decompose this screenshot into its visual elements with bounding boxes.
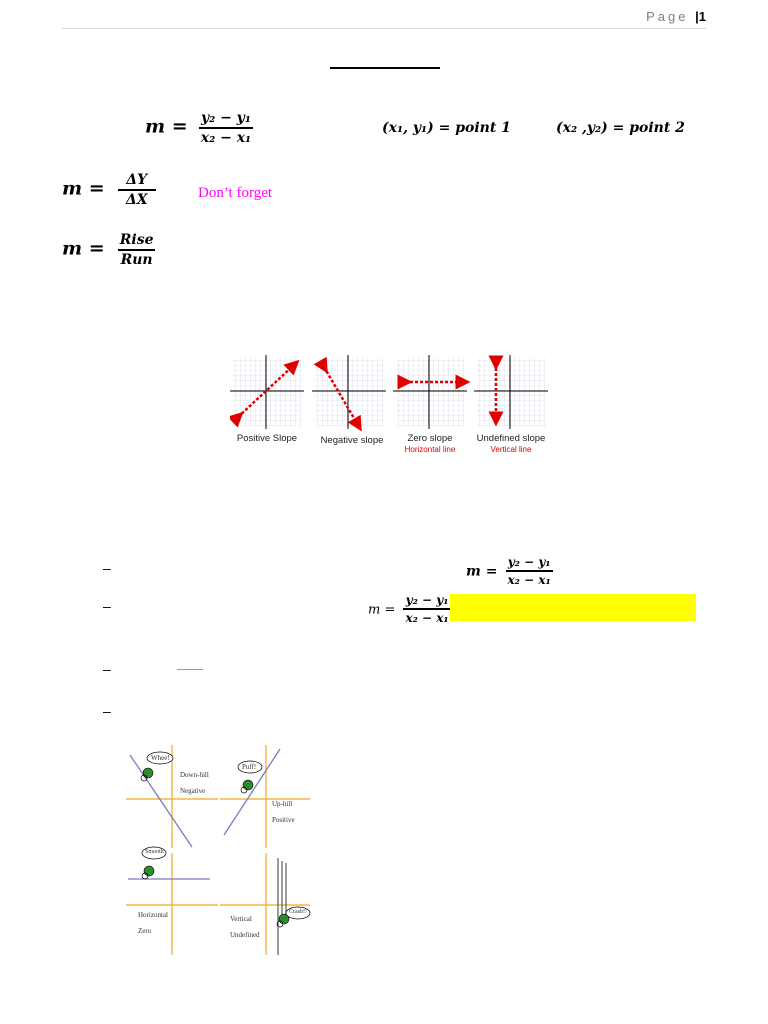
undefined-slope-graph — [474, 355, 548, 429]
list-dash-2: – — [103, 598, 111, 614]
slope-fraction — [403, 593, 450, 625]
label-positive-slope: Positive Slope — [236, 433, 298, 444]
m-equals: m = — [466, 563, 498, 580]
slope-formula-1 — [145, 110, 253, 146]
label-horizontal: Horizontal — [138, 911, 168, 919]
numerator: ΔY — [126, 172, 148, 188]
vertical-graph — [220, 853, 310, 955]
bubble-puff: Puff! — [242, 763, 257, 771]
sublabel-horizontal-line: Horizontal line — [404, 445, 456, 454]
slope-formula-rise-run — [62, 232, 155, 268]
m-equals: m = — [145, 115, 188, 138]
bubble-whee: Whee! — [151, 754, 170, 762]
denominator: ΔX — [125, 191, 148, 208]
numerator: y₂ − y₁ — [405, 593, 449, 607]
numerator: y₂ − y₁ — [507, 555, 551, 569]
m-equals: m = — [62, 177, 105, 200]
label-undefined-slope: Undefined slope — [476, 433, 546, 444]
rise-run-fraction — [118, 232, 156, 268]
denominator: x₂ − x₁ — [507, 572, 551, 587]
downhill-graph — [126, 745, 218, 848]
bubble-crash: Crash!! — [289, 909, 307, 915]
numerator: Rise — [119, 232, 154, 248]
list-dash-1: – — [103, 560, 111, 576]
slope-graphs — [230, 355, 550, 435]
denominator: Run — [120, 251, 153, 268]
header-rule — [62, 28, 706, 29]
denominator: x₂ − x₁ — [200, 129, 252, 146]
page-number — [646, 9, 706, 24]
m-equals: m = — [368, 602, 396, 618]
page-num: 1 — [698, 9, 706, 24]
denominator: x₂ − x₁ — [405, 610, 449, 625]
slope-fraction — [199, 110, 253, 146]
blank-underline — [177, 669, 203, 670]
slope-fraction — [506, 555, 553, 587]
page-word: Page — [646, 9, 689, 24]
list-dash-4: – — [103, 703, 111, 719]
label-undefined: Undefined — [230, 931, 260, 939]
sublabel-vertical-line: Vertical line — [490, 445, 532, 454]
page-header — [0, 0, 768, 30]
cartoon-slope-figure — [122, 743, 312, 958]
m-equals: m = — [62, 237, 105, 260]
title-underline — [330, 67, 440, 69]
label-zero: Zero — [138, 927, 152, 935]
dont-forget-note: Don’t forget — [198, 185, 273, 201]
label-downhill: Down-hill — [180, 771, 209, 779]
negative-slope-graph — [312, 355, 386, 429]
label-positive: Positive — [272, 816, 295, 824]
list-formula-1 — [466, 555, 553, 587]
horizontal-graph — [126, 847, 218, 955]
label-uphill: Up-hill — [272, 800, 293, 808]
label-negative: Negative — [180, 787, 206, 795]
slope-formula-delta — [62, 172, 156, 208]
label-negative-slope: Negative slope — [320, 435, 384, 446]
label-vertical: Vertical — [230, 915, 252, 923]
zero-slope-graph — [393, 355, 467, 429]
point-1-label: (x₁, y₁) = point 1 — [382, 120, 511, 136]
numerator: y₂ − y₁ — [200, 110, 251, 126]
label-zero-slope: Zero slope — [407, 433, 453, 444]
uphill-graph — [220, 745, 310, 848]
delta-fraction — [118, 172, 156, 208]
yellow-highlight — [450, 594, 696, 621]
slope-types-figure — [230, 355, 550, 460]
list-dash-3: – — [103, 661, 111, 677]
bubble-smooth: Smooth — [145, 849, 164, 855]
positive-slope-graph — [230, 355, 304, 429]
page-separator: | — [695, 9, 699, 24]
list-formula-2 — [368, 593, 451, 625]
point-2-label: (x₂ ,y₂) = point 2 — [556, 120, 685, 136]
